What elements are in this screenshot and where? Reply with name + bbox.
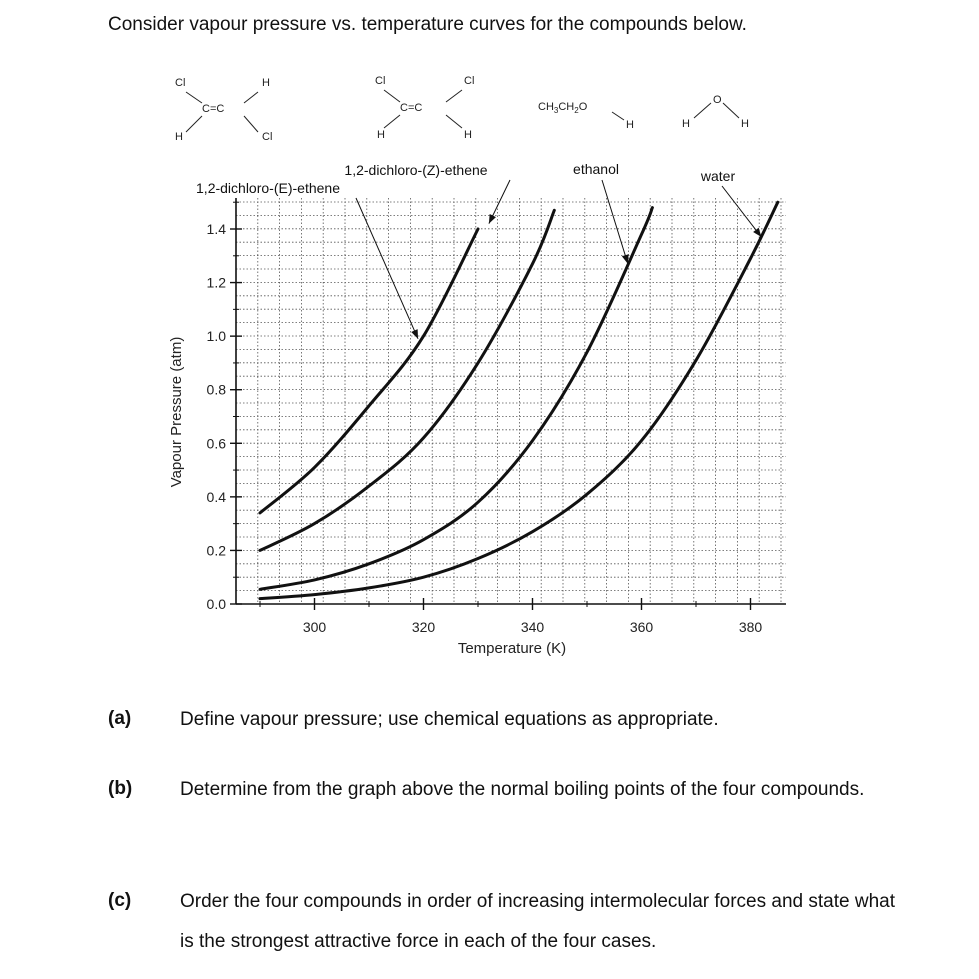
annotation-e-isomer-label: 1,2-dichloro-(E)-ethene	[196, 180, 340, 196]
structure-z-isomer	[375, 75, 474, 141]
curves	[260, 202, 778, 598]
water-atom-o: O	[713, 94, 722, 106]
x-tick-label: 380	[738, 619, 763, 635]
y-tick-label: 1.0	[206, 328, 226, 345]
annotation-ethanol-label: ethanol	[573, 161, 619, 177]
z-atom-cl-left: Cl	[375, 75, 386, 87]
annotation-water-label: water	[700, 168, 736, 184]
x-tick-label: 340	[520, 619, 545, 635]
e-atom-cl-top: Cl	[175, 77, 186, 89]
structure-water	[682, 94, 749, 130]
y-axis-label: Vapour Pressure (atm)	[168, 336, 185, 488]
question-a-text: Define vapour pressure; use chemical equations as appropriate.	[180, 709, 719, 730]
annotation-e-isomer-arrow	[356, 198, 418, 339]
question-c-text: Order the four compounds in order of increasing intermolecular forces and state what is the strongest attractive force in each of the four cases.	[180, 891, 895, 952]
e-atom-cl-bottom: Cl	[262, 131, 273, 143]
y-tick-label: 0.2	[206, 542, 226, 559]
curve-water	[260, 202, 778, 598]
water-atom-h-left: H	[682, 118, 690, 130]
y-tick-label: 1.4	[206, 221, 226, 237]
y-tick-label: 1.2	[206, 274, 226, 291]
annotation-z-isomer-arrowhead	[489, 214, 496, 224]
annotation-z-isomer-label: 1,2-dichloro-(Z)-ethene	[344, 162, 488, 178]
annotations	[196, 161, 761, 339]
e-atom-cc: C=C	[202, 103, 225, 115]
annotation-ethanol-arrowhead	[622, 254, 629, 264]
y-tick-label: 0.0	[206, 596, 226, 612]
e-atom-h-bottom: H	[175, 131, 183, 143]
z-atom-h-left: H	[377, 129, 385, 141]
annotation-ethanol-arrow	[602, 180, 628, 264]
x-tick-label: 320	[411, 619, 436, 635]
question-a-label: (a)	[108, 708, 132, 729]
x-tick-label: 300	[302, 619, 327, 635]
ethanol-formula: $CH_3CH_2O$	[538, 101, 588, 115]
question-c-label: (c)	[108, 890, 132, 911]
intro-text: Consider vapour pressure vs. temperature curves for the compounds below.	[108, 14, 747, 35]
y-tick-label: 0.8	[206, 381, 226, 398]
y-tick-label: 0.6	[206, 435, 226, 452]
question-b-text: Determine from the graph above the normal boiling points of the four compounds.	[180, 779, 865, 800]
annotation-water-arrow	[722, 186, 761, 237]
z-atom-cc: C=C	[400, 102, 423, 114]
question-b-label: (b)	[108, 778, 133, 799]
structure-e-isomer	[175, 77, 272, 143]
x-axis-label: Temperature (K)	[457, 640, 567, 657]
structure-ethanol	[538, 101, 634, 131]
x-tick-label: 360	[629, 619, 654, 635]
z-atom-h-right: H	[464, 129, 472, 141]
curve-z-isomer	[260, 210, 554, 550]
water-atom-h-right: H	[741, 118, 749, 130]
y-tick-label: 0.4	[206, 488, 226, 505]
annotation-e-isomer-arrowhead	[411, 329, 418, 339]
z-atom-cl-right: Cl	[464, 75, 475, 87]
e-atom-h-top: H	[262, 77, 270, 89]
ethanol-atom-h: H	[626, 119, 634, 131]
